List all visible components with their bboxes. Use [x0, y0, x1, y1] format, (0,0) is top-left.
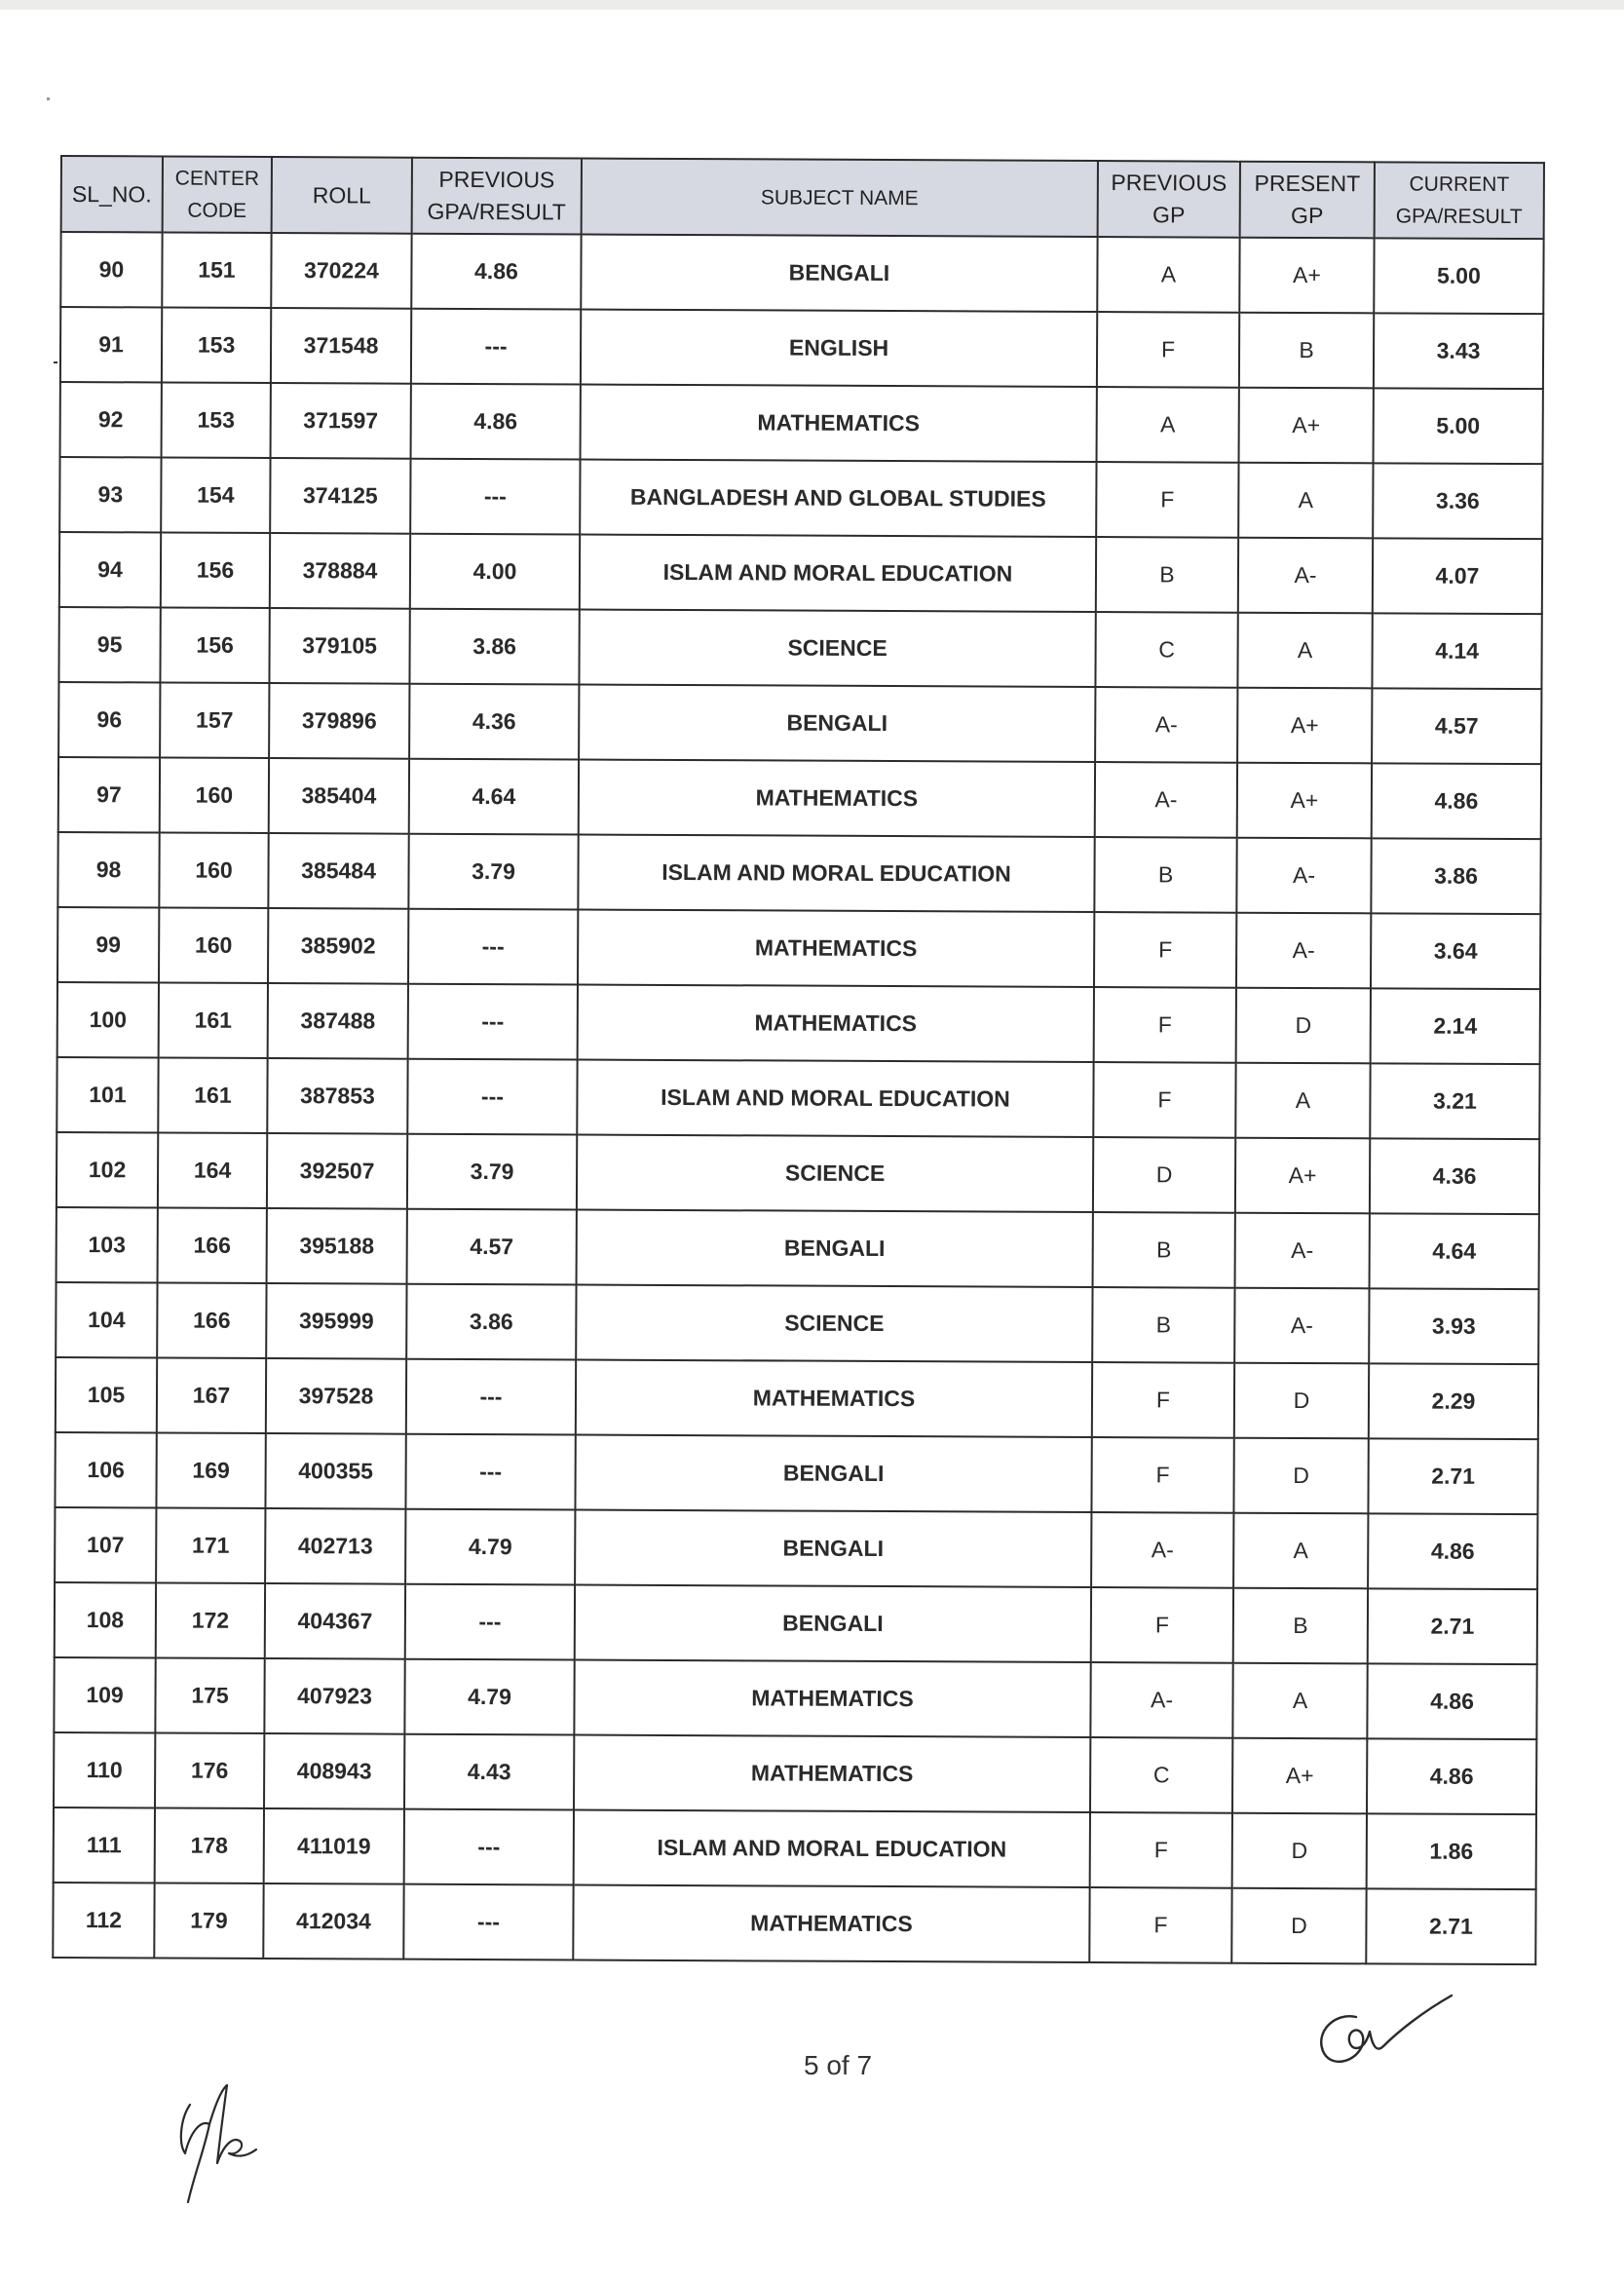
- cell-previous-gpa: ---: [406, 1359, 576, 1435]
- cell-previous-gpa: ---: [411, 309, 581, 385]
- cell-subject-name: BENGALI: [577, 1210, 1093, 1287]
- cell-current-gpa: 2.29: [1369, 1363, 1538, 1439]
- table-row: [55, 1432, 1537, 1514]
- cell-previous-gpa: 4.43: [404, 1734, 574, 1810]
- cell-subject-name: BENGALI: [581, 235, 1097, 312]
- cell-previous-gpa: 4.86: [411, 234, 581, 310]
- table-row: [55, 1582, 1537, 1664]
- cell-previous-gpa: ---: [408, 909, 578, 985]
- cell-center-code: 171: [156, 1507, 265, 1583]
- table-row: [60, 307, 1543, 389]
- cell-previous-gp: F: [1091, 1587, 1233, 1663]
- cell-current-gpa: 3.93: [1369, 1288, 1538, 1364]
- cell-sl-no: 92: [60, 382, 162, 457]
- cell-roll: 379896: [269, 683, 409, 759]
- cell-sl-no: 93: [59, 457, 161, 532]
- cell-present-gp: D: [1236, 988, 1371, 1064]
- cell-current-gpa: 2.14: [1371, 988, 1540, 1064]
- cell-roll: 402713: [265, 1508, 405, 1584]
- cell-current-gpa: 2.71: [1368, 1588, 1537, 1664]
- cell-present-gp: A-: [1234, 1288, 1369, 1364]
- cell-roll: 385902: [268, 908, 408, 984]
- cell-sl-no: 107: [55, 1507, 156, 1582]
- cell-center-code: 166: [157, 1282, 266, 1358]
- header-roll: ROLL: [272, 157, 412, 234]
- cell-present-gp: A-: [1238, 538, 1373, 614]
- cell-previous-gp: A-: [1095, 762, 1237, 838]
- cell-center-code: 160: [160, 757, 269, 833]
- table-row: [59, 457, 1542, 539]
- table-row: [57, 907, 1540, 989]
- cell-center-code: 151: [162, 232, 271, 308]
- cell-sl-no: 100: [57, 982, 159, 1057]
- cell-center-code: 161: [159, 982, 268, 1058]
- cell-center-code: 169: [156, 1432, 265, 1508]
- cell-roll: 395999: [266, 1283, 406, 1359]
- cell-sl-no: 109: [54, 1657, 155, 1732]
- cell-previous-gpa: 3.86: [406, 1284, 576, 1360]
- table-row: [54, 1732, 1536, 1814]
- cell-previous-gp: F: [1096, 462, 1238, 538]
- table-row: [57, 1207, 1539, 1289]
- table-row: [58, 607, 1541, 689]
- cell-roll: 371597: [271, 383, 411, 459]
- cell-subject-name: MATHEMATICS: [573, 1885, 1089, 1962]
- cell-sl-no: 91: [60, 307, 162, 382]
- cell-current-gpa: 2.71: [1366, 1888, 1535, 1964]
- cell-previous-gpa: 4.86: [411, 384, 581, 460]
- cell-roll: 385484: [268, 833, 408, 909]
- cell-present-gp: A+: [1239, 388, 1374, 464]
- cell-previous-gp: F: [1091, 1437, 1233, 1513]
- cell-sl-no: 96: [58, 682, 160, 757]
- table-row: [60, 232, 1543, 314]
- cell-center-code: 172: [156, 1582, 265, 1658]
- cell-current-gpa: 1.86: [1367, 1813, 1536, 1889]
- table-row: [56, 1282, 1538, 1364]
- cell-sl-no: 97: [58, 757, 160, 832]
- table-row: [57, 1132, 1539, 1214]
- signature-right: [1305, 1978, 1471, 2075]
- cell-previous-gp: B: [1096, 537, 1238, 613]
- cell-present-gp: A-: [1236, 913, 1371, 989]
- cell-previous-gpa: ---: [405, 1434, 575, 1510]
- cell-previous-gpa: 4.79: [405, 1509, 575, 1585]
- cell-current-gpa: 3.64: [1371, 913, 1540, 989]
- cell-present-gp: A+: [1237, 688, 1372, 764]
- cell-roll: 411019: [264, 1808, 404, 1884]
- table-row: [54, 1807, 1536, 1889]
- cell-previous-gp: B: [1092, 1287, 1234, 1363]
- cell-present-gp: A-: [1235, 1213, 1370, 1289]
- cell-roll: 374125: [270, 458, 410, 534]
- cell-sl-no: 105: [56, 1357, 157, 1432]
- cell-roll: 371548: [271, 308, 411, 384]
- signature-left: [151, 2066, 268, 2212]
- cell-previous-gp: F: [1097, 312, 1239, 388]
- cell-previous-gpa: 3.79: [407, 1134, 577, 1210]
- cell-subject-name: SCIENCE: [579, 610, 1095, 687]
- cell-roll: 400355: [265, 1433, 405, 1509]
- cell-current-gpa: 5.00: [1374, 238, 1543, 314]
- cell-subject-name: BENGALI: [575, 1435, 1091, 1512]
- cell-center-code: 178: [155, 1807, 264, 1883]
- cell-roll: 407923: [264, 1658, 404, 1734]
- cell-previous-gp: F: [1089, 1887, 1231, 1963]
- cell-previous-gpa: 3.86: [409, 609, 579, 685]
- cell-present-gp: A: [1235, 1063, 1370, 1139]
- cell-center-code: 156: [160, 607, 269, 683]
- cell-present-gp: A: [1232, 1663, 1367, 1739]
- cell-current-gpa: 4.36: [1370, 1138, 1539, 1214]
- page-indicator: 5 of 7: [803, 2050, 873, 2080]
- cell-present-gp: A: [1233, 1513, 1368, 1589]
- cell-current-gpa: 3.36: [1373, 463, 1542, 539]
- scan-speck: [54, 361, 57, 363]
- cell-center-code: 154: [161, 457, 270, 533]
- cell-current-gpa: 3.43: [1374, 313, 1543, 389]
- cell-center-code: 161: [158, 1057, 267, 1133]
- cell-current-gpa: 4.86: [1367, 1738, 1536, 1814]
- scan-edge: [0, 0, 1624, 10]
- cell-subject-name: MATHEMATICS: [576, 1360, 1092, 1437]
- cell-previous-gpa: 4.36: [409, 684, 579, 760]
- cell-present-gp: A+: [1237, 763, 1372, 839]
- cell-center-code: 167: [157, 1357, 266, 1433]
- cell-sl-no: 111: [54, 1807, 155, 1883]
- cell-subject-name: MATHEMATICS: [574, 1735, 1090, 1812]
- cell-present-gp: D: [1231, 1888, 1366, 1964]
- cell-current-gpa: 5.00: [1374, 388, 1543, 464]
- results-table: [52, 155, 1545, 1965]
- cell-center-code: 176: [155, 1732, 264, 1808]
- cell-present-gp: A+: [1239, 238, 1374, 314]
- cell-roll: 378884: [270, 533, 410, 609]
- cell-sl-no: 95: [58, 607, 160, 682]
- cell-current-gpa: 3.21: [1370, 1063, 1539, 1139]
- cell-center-code: 164: [158, 1132, 267, 1208]
- cell-current-gpa: 4.86: [1367, 1663, 1536, 1739]
- cell-subject-name: MATHEMATICS: [578, 985, 1094, 1062]
- cell-present-gp: A+: [1235, 1138, 1370, 1214]
- cell-subject-name: ENGLISH: [581, 310, 1097, 387]
- cell-center-code: 166: [158, 1207, 267, 1283]
- cell-previous-gp: F: [1093, 1062, 1235, 1138]
- cell-center-code: 175: [155, 1657, 264, 1733]
- cell-previous-gpa: ---: [407, 1059, 577, 1135]
- cell-roll: 387853: [267, 1058, 407, 1134]
- header-subject-name: SUBJECT NAME: [582, 159, 1098, 237]
- cell-previous-gpa: 4.79: [404, 1659, 574, 1735]
- cell-present-gp: A: [1238, 463, 1373, 539]
- cell-present-gp: D: [1233, 1438, 1368, 1514]
- cell-sl-no: 94: [59, 532, 161, 607]
- cell-sl-no: 98: [57, 832, 159, 907]
- cell-subject-name: ISLAM AND MORAL EDUCATION: [574, 1810, 1090, 1887]
- cell-previous-gp: F: [1090, 1812, 1232, 1888]
- cell-center-code: 157: [160, 682, 269, 758]
- cell-previous-gp: A-: [1091, 1512, 1233, 1588]
- cell-sl-no: 108: [55, 1582, 156, 1657]
- cell-previous-gp: A: [1097, 387, 1239, 463]
- cell-previous-gpa: ---: [403, 1884, 573, 1960]
- table-row: [58, 682, 1541, 764]
- results-table-wrap: [52, 155, 1543, 1965]
- table-row: [59, 532, 1542, 614]
- header-present-gp: PRESENT GP: [1240, 162, 1375, 239]
- cell-present-gp: D: [1232, 1813, 1367, 1889]
- cell-previous-gp: B: [1093, 1212, 1235, 1288]
- cell-previous-gpa: ---: [408, 984, 578, 1060]
- table-row: [60, 382, 1543, 464]
- cell-center-code: 153: [162, 307, 271, 383]
- cell-center-code: 160: [159, 907, 268, 983]
- cell-previous-gpa: 4.57: [407, 1209, 577, 1285]
- cell-roll: 397528: [266, 1358, 406, 1434]
- cell-subject-name: BANGLADESH AND GLOBAL STUDIES: [580, 460, 1096, 537]
- cell-roll: 379105: [269, 608, 409, 684]
- table-header-row: [61, 156, 1544, 239]
- header-previous-gpa: PREVIOUS GPA/RESULT: [412, 158, 582, 235]
- cell-previous-gpa: 4.00: [410, 534, 580, 610]
- cell-sl-no: 106: [55, 1432, 156, 1507]
- cell-subject-name: BENGALI: [575, 1510, 1091, 1587]
- header-sl-no: SL_NO.: [61, 156, 163, 232]
- header-current-gpa: CURRENT GPA/RESULT: [1375, 162, 1544, 239]
- cell-present-gp: B: [1239, 313, 1374, 389]
- cell-roll: 412034: [263, 1883, 403, 1959]
- table-row: [57, 1057, 1539, 1139]
- scan-speck: [47, 97, 50, 100]
- cell-previous-gpa: ---: [404, 1809, 574, 1885]
- cell-subject-name: MATHEMATICS: [578, 910, 1094, 987]
- cell-current-gpa: 4.64: [1370, 1213, 1539, 1289]
- cell-previous-gp: F: [1092, 1362, 1234, 1438]
- cell-subject-name: BENGALI: [579, 685, 1095, 762]
- cell-sl-no: 103: [57, 1207, 158, 1282]
- cell-subject-name: ISLAM AND MORAL EDUCATION: [578, 835, 1094, 912]
- cell-current-gpa: 4.86: [1368, 1513, 1537, 1589]
- cell-sl-no: 110: [54, 1732, 155, 1807]
- table-row: [54, 1657, 1536, 1739]
- cell-subject-name: MATHEMATICS: [579, 760, 1095, 837]
- cell-current-gpa: 4.14: [1372, 613, 1541, 689]
- cell-present-gp: D: [1234, 1363, 1369, 1439]
- cell-previous-gpa: ---: [410, 459, 580, 535]
- table-row: [57, 832, 1540, 914]
- cell-previous-gp: C: [1090, 1737, 1232, 1813]
- cell-current-gpa: 3.86: [1371, 838, 1540, 914]
- cell-previous-gp: F: [1094, 912, 1236, 988]
- cell-subject-name: ISLAM AND MORAL EDUCATION: [580, 535, 1096, 612]
- cell-roll: 387488: [268, 983, 408, 1059]
- cell-previous-gp: A-: [1095, 687, 1237, 763]
- table-row: [56, 1357, 1538, 1439]
- cell-present-gp: A-: [1236, 838, 1371, 914]
- cell-roll: 408943: [264, 1733, 404, 1809]
- table-row: [55, 1507, 1537, 1589]
- cell-sl-no: 101: [57, 1057, 158, 1132]
- cell-sl-no: 90: [60, 232, 162, 307]
- table-row: [53, 1883, 1535, 1964]
- cell-present-gp: A: [1237, 613, 1372, 689]
- cell-center-code: 156: [161, 532, 270, 608]
- cell-roll: 385404: [269, 758, 409, 834]
- cell-sl-no: 99: [57, 907, 159, 982]
- cell-sl-no: 102: [57, 1132, 158, 1207]
- cell-previous-gpa: 3.79: [408, 834, 578, 910]
- cell-subject-name: MATHEMATICS: [581, 385, 1097, 462]
- cell-roll: 404367: [265, 1583, 405, 1659]
- cell-current-gpa: 4.07: [1373, 538, 1542, 614]
- cell-subject-name: BENGALI: [575, 1585, 1091, 1662]
- cell-previous-gpa: ---: [405, 1584, 575, 1660]
- table-row: [57, 982, 1540, 1064]
- cell-sl-no: 104: [56, 1282, 157, 1357]
- cell-center-code: 179: [154, 1883, 263, 1959]
- table-row: [58, 757, 1541, 839]
- header-previous-gp: PREVIOUS GP: [1098, 161, 1240, 238]
- cell-current-gpa: 2.71: [1368, 1438, 1537, 1514]
- cell-present-gp: A+: [1232, 1738, 1367, 1814]
- table-body: [53, 232, 1543, 1964]
- cell-sl-no: 112: [53, 1883, 154, 1958]
- cell-roll: 392507: [267, 1133, 407, 1209]
- cell-subject-name: ISLAM AND MORAL EDUCATION: [577, 1060, 1093, 1137]
- cell-roll: 370224: [271, 233, 411, 309]
- cell-center-code: 160: [159, 832, 268, 908]
- cell-present-gp: B: [1233, 1588, 1368, 1664]
- cell-subject-name: SCIENCE: [577, 1135, 1093, 1212]
- cell-previous-gpa: 4.64: [409, 759, 579, 835]
- cell-previous-gp: D: [1093, 1137, 1235, 1213]
- cell-subject-name: MATHEMATICS: [574, 1660, 1090, 1737]
- header-center-code: CENTER CODE: [163, 156, 272, 233]
- cell-current-gpa: 4.86: [1372, 763, 1541, 839]
- cell-previous-gp: A-: [1090, 1662, 1232, 1738]
- cell-previous-gp: A: [1097, 237, 1239, 313]
- cell-current-gpa: 4.57: [1372, 688, 1541, 764]
- cell-previous-gp: F: [1094, 987, 1236, 1063]
- cell-previous-gp: C: [1095, 612, 1237, 688]
- cell-previous-gp: B: [1094, 837, 1236, 913]
- cell-roll: 395188: [267, 1208, 407, 1284]
- cell-center-code: 153: [162, 382, 271, 458]
- cell-subject-name: SCIENCE: [576, 1285, 1092, 1362]
